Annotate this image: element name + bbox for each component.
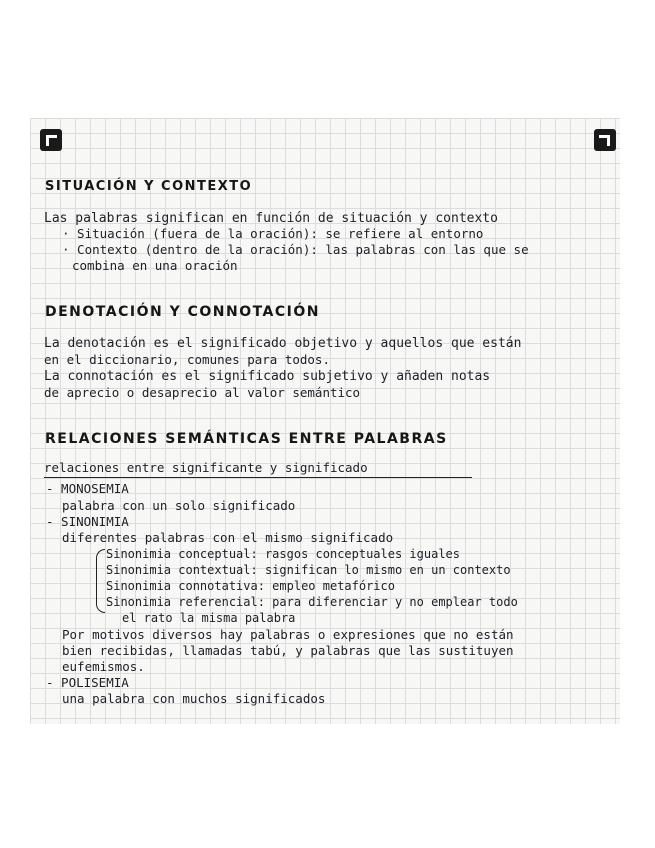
term-heading: - POLISEMIA [46,675,129,690]
text-line: · Situación (fuera de la oración): se refiere al entorno [62,226,484,241]
list-item: el rato la misma palabra [122,611,296,625]
term-heading: - MONOSEMIA [46,481,129,496]
text-line: Por motivos diversos hay palabras o expresiones que no están [62,627,514,642]
text-line: bien recibidas, llamadas tabú, y palabras que las sustituyen [62,643,514,658]
page-corner-marker-right [594,129,616,151]
section-title-situacion: SITUACIÓN Y CONTEXTO [45,179,253,194]
text-line: en el diccionario, comunes para todos. [44,352,330,367]
list-item: Sinonimia conceptual: rasgos conceptuales iguales [106,547,461,561]
page-corner-marker-left [40,129,62,151]
text-line: eufemismos. [62,659,145,674]
text-line: de aprecio o desaprecio al valor semántico [44,385,361,400]
list-item: Sinonimia contextual: significan lo mismo en un contexto [106,563,511,577]
list-item: Sinonimia referencial: para diferenciar y no emplear todo [106,595,518,609]
text-line: · Contexto (dentro de la oración): las palabras con las que se [62,242,529,257]
section-subtitle: relaciones entre significante y significado [44,462,472,478]
text-line: Las palabras significan en función de situación y contexto [44,211,498,226]
brace-bracket [96,549,105,613]
text-line: palabra con un solo significado [62,498,296,513]
list-item: Sinonimia connotativa: empleo metafórico [106,579,395,593]
text-line: La denotación es el significado objetivo y aquellos que están [44,336,522,351]
section-title-denotacion: DENOTACIÓN Y CONNOTACIÓN [45,304,320,320]
text-line: La connotación es el significado subjetivo y añaden notas [44,369,491,384]
term-heading: - SINONIMIA [46,514,129,529]
section-title-relaciones: RELACIONES SEMÁNTICAS ENTRE PALABRAS [45,431,448,447]
text-line: combina en una oración [72,258,238,273]
text-line: diferentes palabras con el mismo significado [62,530,394,545]
text-line: una palabra con muchos significados [62,691,326,706]
